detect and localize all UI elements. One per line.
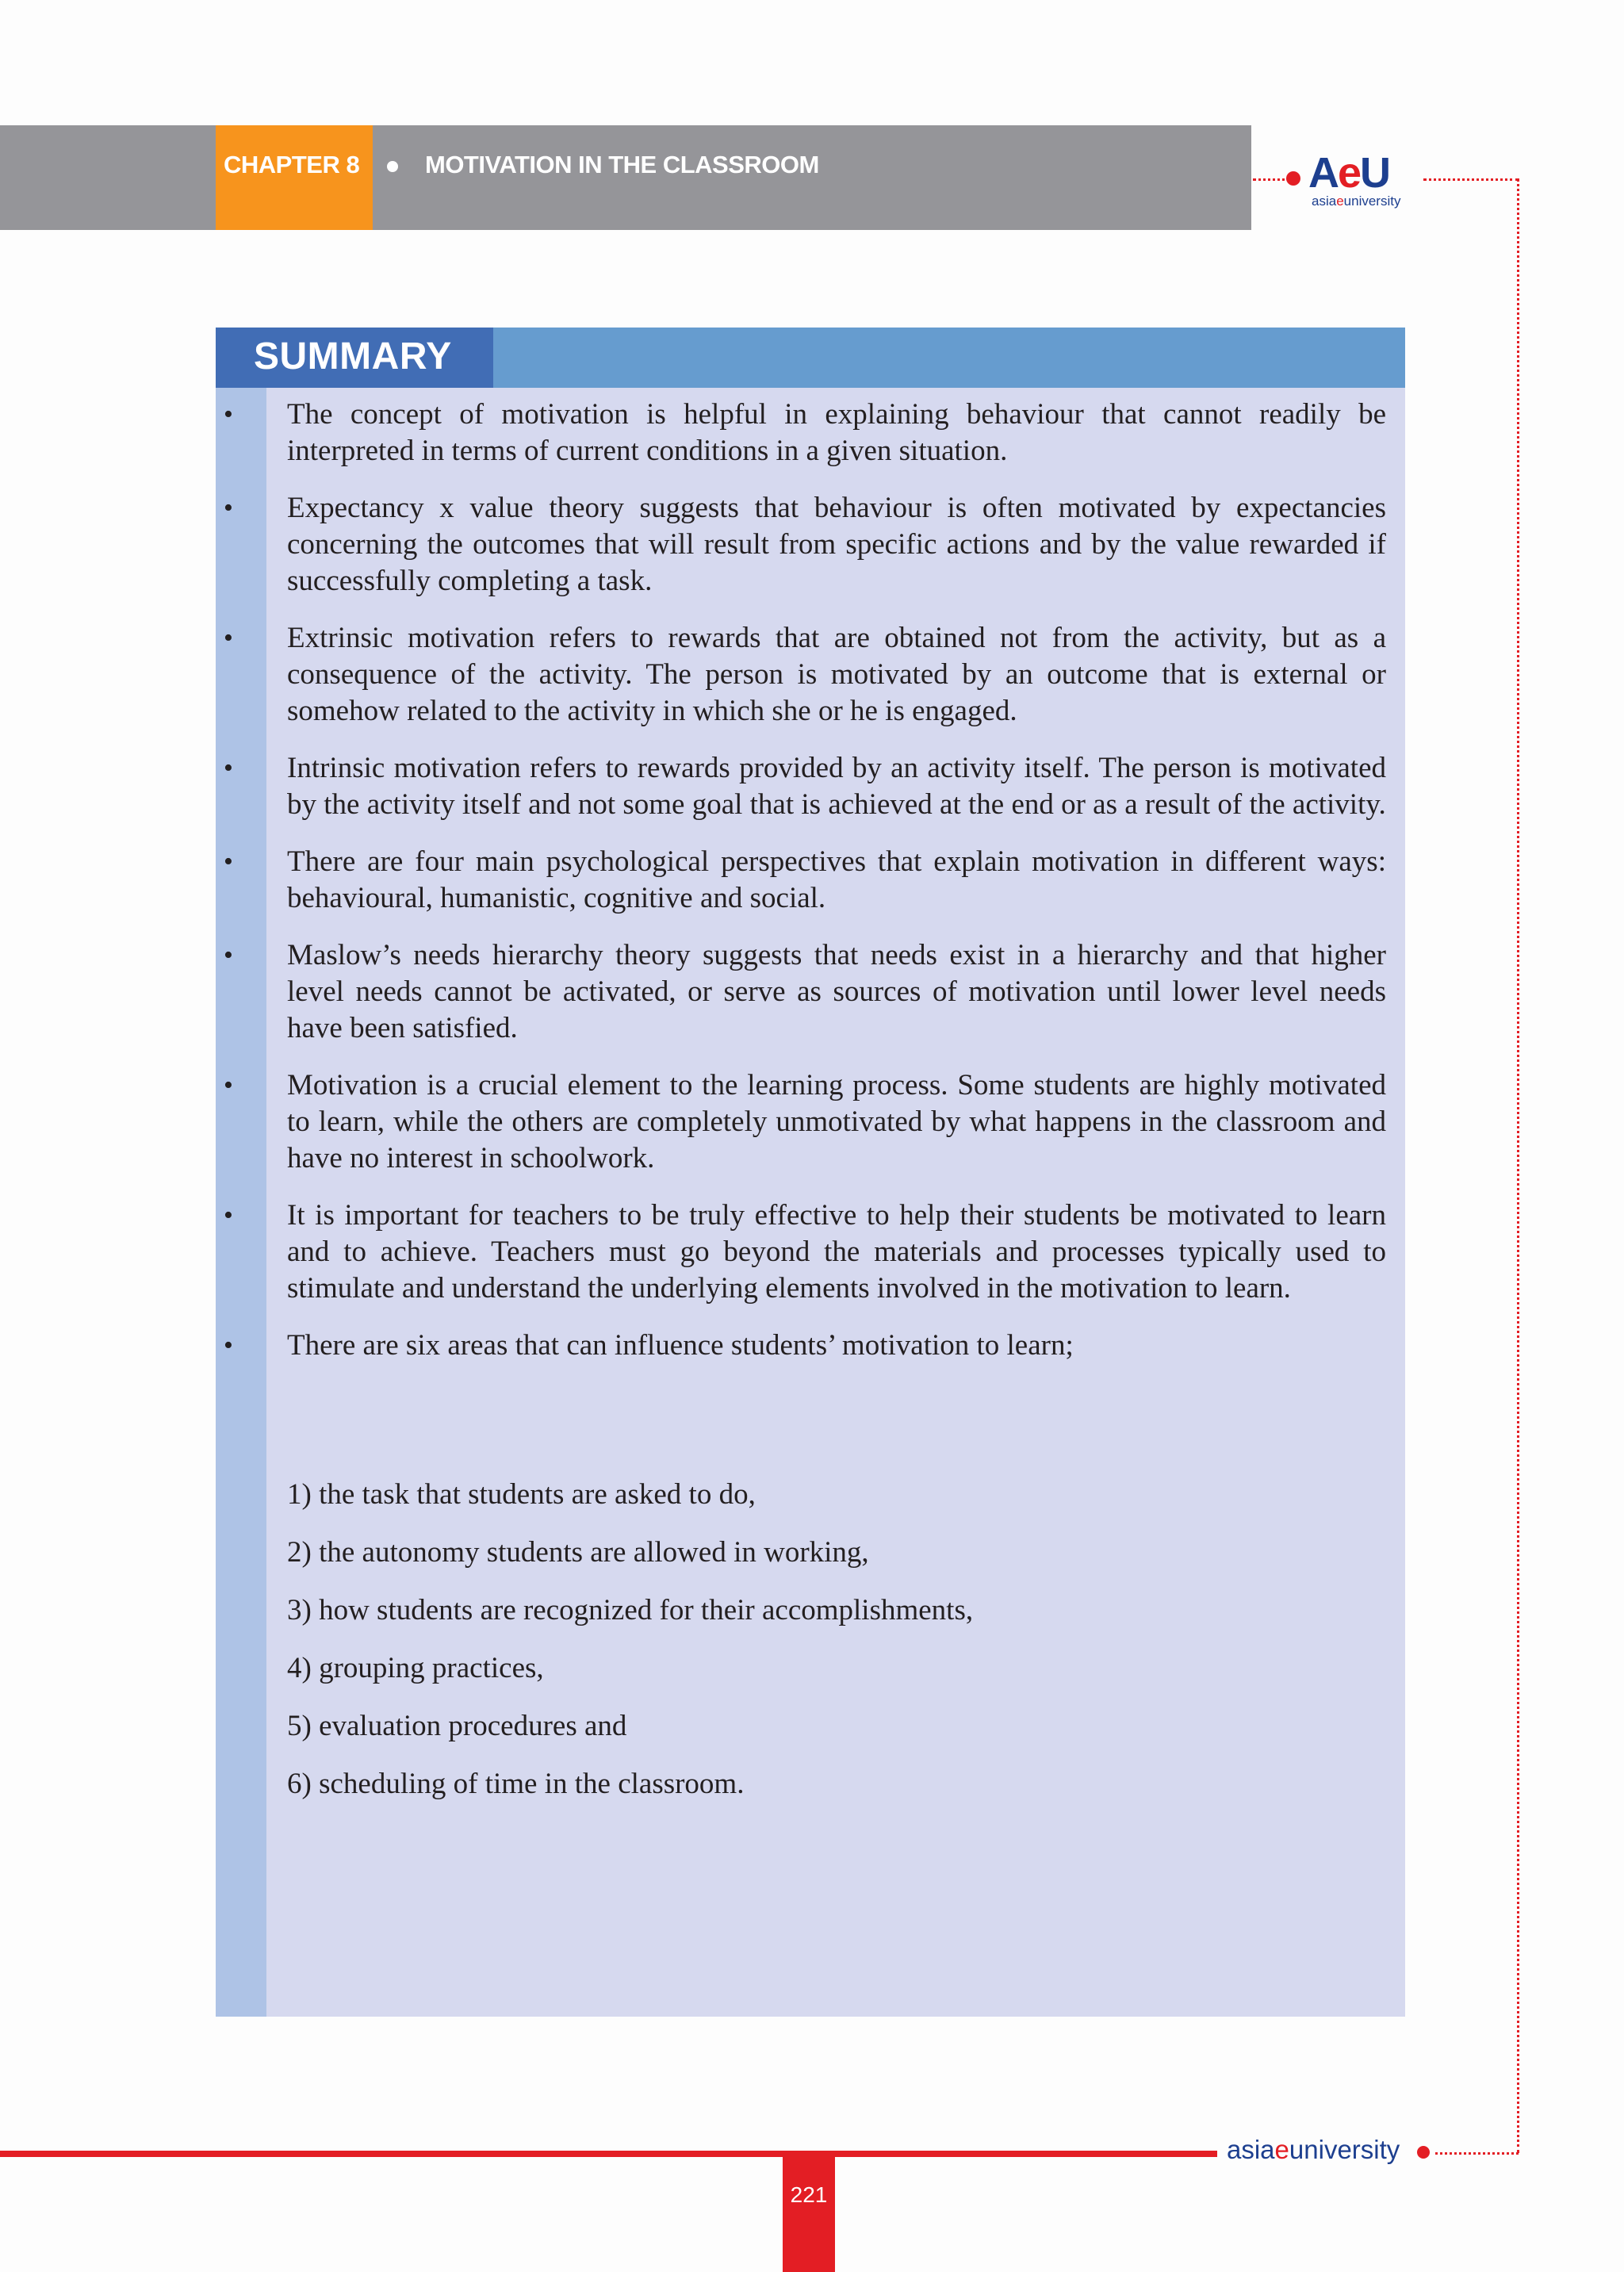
bullet: • bbox=[224, 1331, 233, 1360]
summary-item: • It is important for teachers to be truly effective to help their students be motivated to learn and to achieve. Teachers must go beyond the materials and processes typically used to stimulate and understand the underlying elements involved in the motivation to learn. bbox=[224, 1199, 1386, 1305]
bullet: • bbox=[224, 1071, 233, 1100]
footer-brand: asiaeuniversity bbox=[1227, 2135, 1400, 2164]
dotted-line-bottom bbox=[1435, 2152, 1519, 2155]
footer-line bbox=[0, 2151, 1217, 2157]
dotted-line-top-right bbox=[1423, 178, 1519, 181]
summary-item: • There are four main psychological perspectives that explain motivation in different ways: behavioural, humanistic, cognitive and social. bbox=[224, 845, 1386, 914]
asia-e-university-logo bbox=[1308, 149, 1413, 213]
list-item: 3) how students are recognized for their accomplishments, bbox=[287, 1594, 974, 1626]
summary-item: • Expectancy x value theory suggests that behaviour is often motivated by expectancies concerning the outcomes that will result from specific actions and by the value rewarded if successfully completing a task. bbox=[224, 492, 1386, 597]
red-dot-bottom bbox=[1417, 2146, 1430, 2159]
summary-item: • The concept of motivation is helpful in explaining behaviour that cannot readily be interpreted in terms of current conditions in a given situation. bbox=[224, 398, 1386, 467]
bullet: • bbox=[224, 623, 233, 653]
bullet: • bbox=[224, 400, 233, 429]
bullet: • bbox=[224, 753, 233, 783]
list-item: 4) grouping practices, bbox=[287, 1652, 544, 1684]
summary-list bbox=[216, 397, 1386, 1385]
red-dot-top bbox=[1286, 171, 1300, 186]
chapter-title: MOTIVATION IN THE CLASSROOM bbox=[425, 151, 819, 178]
list-item: 1) the task that students are asked to do, bbox=[287, 1478, 756, 1511]
bullet: • bbox=[224, 847, 233, 876]
list-item: 6) scheduling of time in the classroom. bbox=[287, 1768, 745, 1800]
logo-subtitle: asiaeuniversity bbox=[1312, 193, 1401, 209]
dotted-line-top-left bbox=[1253, 178, 1291, 181]
page-number: 221 bbox=[790, 2182, 828, 2207]
page-number-box bbox=[783, 2157, 835, 2272]
bullet: • bbox=[224, 941, 233, 970]
summary-item: • Extrinsic motivation refers to rewards that are obtained not from the activity, but as a consequence of the activity. The person is motivated by an outcome that is external or somehow related to the activity in which she or he is engaged. bbox=[224, 622, 1386, 727]
logo-mark: AeU bbox=[1308, 149, 1390, 197]
influence-areas-list bbox=[287, 1477, 973, 1824]
summary-item: • Intrinsic motivation refers to rewards provided by an activity itself. The person is motivated by the activity itself and not some goal that is achieved at the end or as a result of the activity. bbox=[224, 752, 1386, 821]
chapter-label: CHAPTER 8 bbox=[224, 151, 360, 178]
summary-item: • There are six areas that can influence students’ motivation to learn; bbox=[216, 1328, 1386, 1364]
dotted-line-vertical bbox=[1517, 178, 1519, 2153]
bullet: • bbox=[224, 1201, 233, 1230]
header-separator-dot bbox=[387, 161, 398, 172]
summary-item: • Motivation is a crucial element to the learning process. Some students are highly motivated to learn, while the others are completely unmotivated by what happens in the classroom and have no interest in schoolwork. bbox=[224, 1069, 1386, 1174]
list-item: 5) evaluation procedures and bbox=[287, 1710, 627, 1742]
bullet: • bbox=[224, 493, 233, 523]
summary-title: SUMMARY bbox=[254, 335, 452, 377]
list-item: 2) the autonomy students are allowed in working, bbox=[287, 1536, 869, 1569]
summary-item: • Maslow’s needs hierarchy theory suggests that needs exist in a hierarchy and that higher level needs cannot be activated, or serve as sources of motivation until lower level needs have been satisfied. bbox=[224, 939, 1386, 1044]
